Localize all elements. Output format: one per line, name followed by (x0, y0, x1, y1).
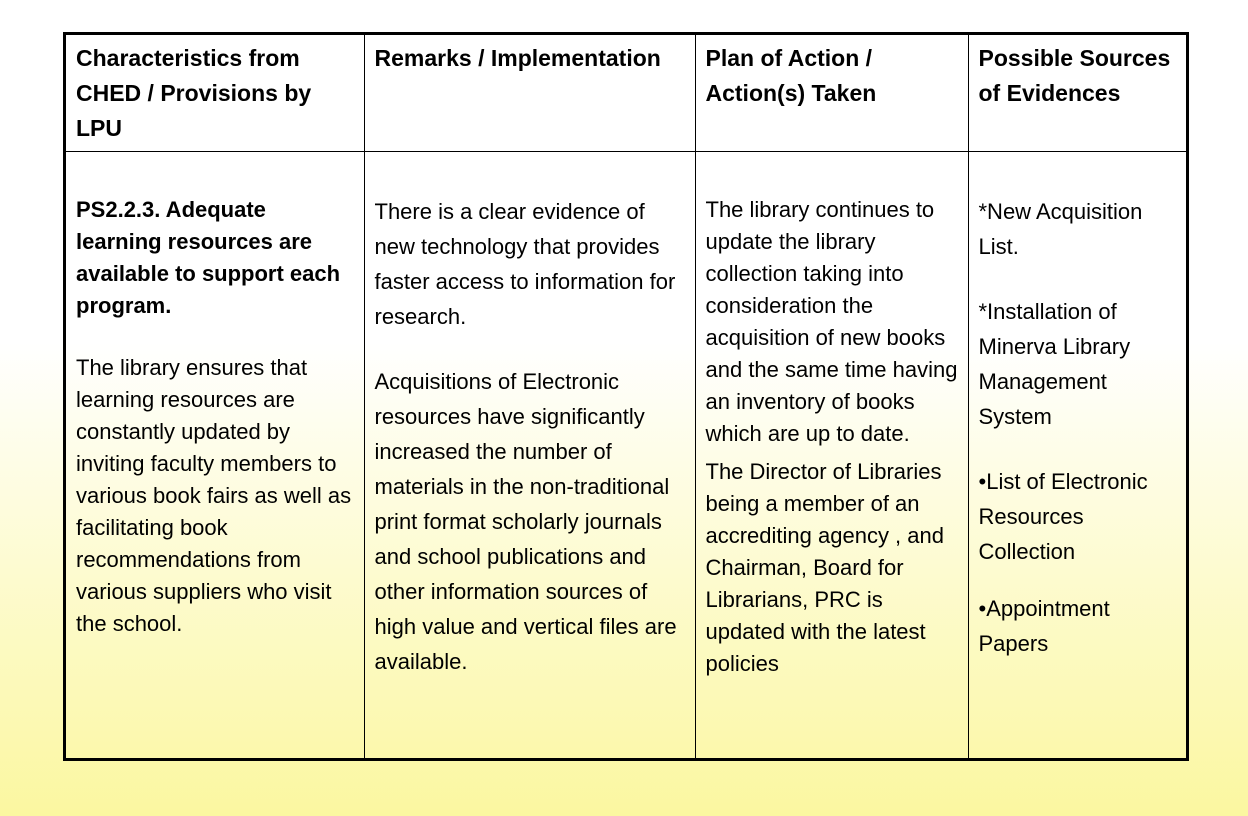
cell-remarks (364, 151, 695, 758)
table-header-row (66, 35, 1186, 151)
evidence-table (66, 35, 1186, 758)
source-item: *New Acquisition List. (978, 198, 1143, 259)
standard-text: PS2.2.3. Adequate learning resources are available to support each program. (76, 196, 341, 318)
header-remarks: Remarks / Implementation (364, 35, 695, 151)
evidence-table-container (63, 32, 1189, 761)
source-item: •Appointment Papers (978, 595, 1110, 656)
table-row (66, 151, 1186, 758)
remarks-paragraph-1: There is a clear evidence of new technology that provides faster access to information for research. (374, 198, 676, 329)
cell-characteristics (66, 151, 364, 758)
remarks-paragraph-2: Acquisitions of Electronic resources have significantly increased the number of materials in the non-traditional print format scholarly journals and school publications and other information sources of high value and vertical files are available. (374, 368, 677, 674)
source-item: •List of Electronic Resources Collection (978, 468, 1148, 564)
plan-paragraph-1: The library continues to update the library collection taking into consideration the acquisition of new books and the same time having an inventory of books which are up to date. (705, 196, 958, 446)
cell-sources (968, 151, 1186, 758)
header-sources-of-evidences: Possible Sources of Evidences (968, 35, 1186, 151)
source-item: *Installation of Minerva Library Management System (978, 298, 1131, 429)
provision-text: The library ensures that learning resources are constantly updated by inviting faculty members to various book fairs as well as facilitating book recommendations from various suppliers who visit the school. (76, 354, 352, 636)
cell-plan-of-action (695, 151, 968, 758)
header-characteristics: Characteristics from CHED / Provisions by LPU (66, 35, 364, 151)
header-plan-of-action: Plan of Action / Action(s) Taken (695, 35, 968, 151)
plan-paragraph-2: The Director of Libraries being a member of an accrediting agency , and Chairman, Board for Librarians, PRC is updated with the latest policies (705, 458, 944, 676)
